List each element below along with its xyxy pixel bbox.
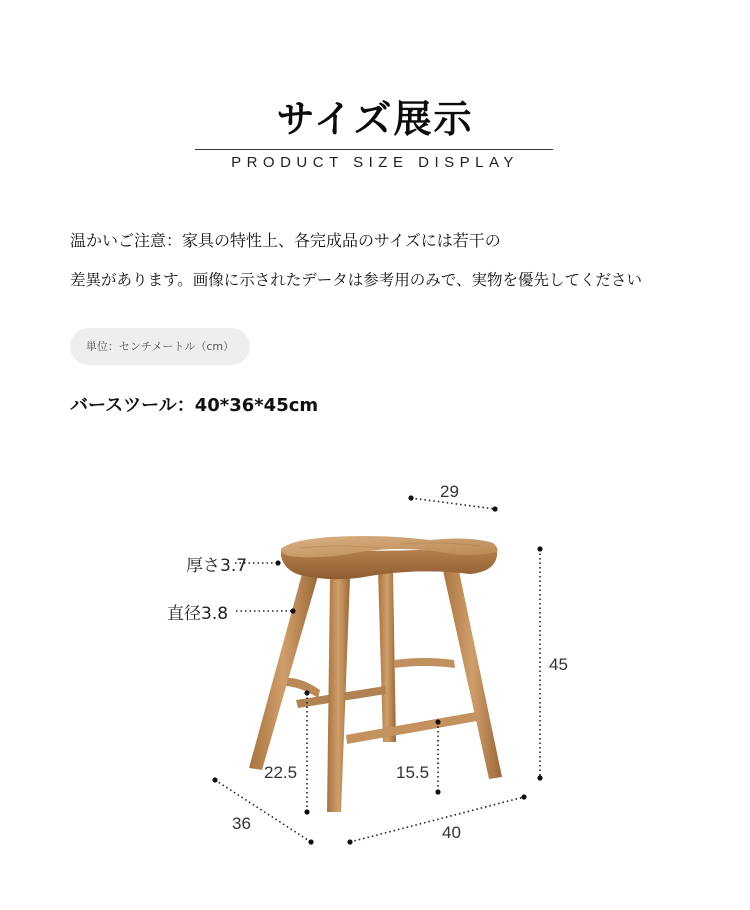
dimension-rung-high: 15.5: [396, 763, 430, 782]
page-title: サイズ展示: [276, 97, 474, 141]
dimension-thickness: 厚さ3.7: [186, 556, 248, 576]
stool-seat: [281, 536, 498, 579]
dimension-depth: 36: [232, 814, 251, 833]
dimension-height: 45: [549, 655, 568, 674]
stool-rungs: [280, 658, 477, 744]
dimension-rung-low: 22.5: [264, 763, 298, 782]
unit-badge: 単位：センチメートル（cm）: [70, 328, 250, 365]
dimension-width: 40: [442, 823, 461, 842]
notice-line-2: 差異があります。画像に示されたデータは参考用のみで、実物を優先してください: [70, 271, 642, 289]
page-subtitle: PRODUCT SIZE DISPLAY: [231, 154, 519, 171]
notice-line-1: 温かいご注意：家具の特性上、各完成品のサイズには若干の: [70, 231, 501, 250]
dimension-diameter: 直径3.8: [167, 604, 229, 624]
back-legs: [378, 566, 502, 779]
dimension-top-depth: 29: [440, 482, 459, 501]
product-size-label: バースツール：40*36*45cm: [70, 395, 319, 416]
